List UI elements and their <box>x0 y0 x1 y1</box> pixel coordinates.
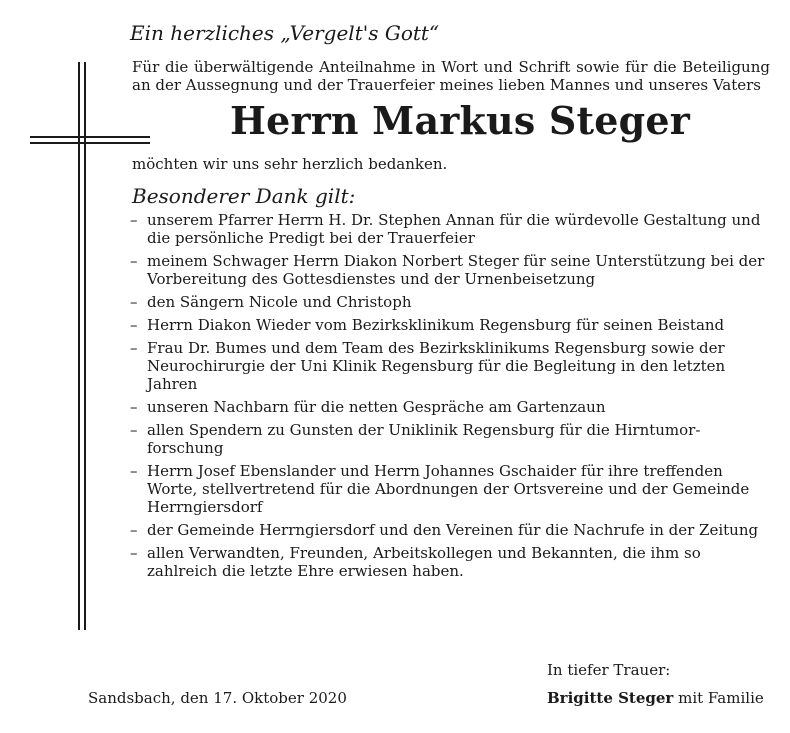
dash: – <box>130 339 138 357</box>
thanks-item <box>130 339 770 393</box>
thanks-item <box>130 316 770 334</box>
thanks-item-text: allen Verwandten, Freunden, Arbeitskollegen und Bekannten, die ihm so zahlreich die letzte Ehre erwiesen haben. <box>147 544 701 580</box>
thanks-item-text: der Gemeinde Herrngiersdorf und den Vereinen für die Nachrufe in der Zeitung <box>147 521 759 539</box>
intro-text: Für die überwältigende Anteilnahme in Wort und Schrift sowie für die Beteiligung an der Aussegnung und der Trauerfeier meines lieben Mannes und unseres Vaters <box>132 58 770 94</box>
signatory-line <box>547 689 764 707</box>
dash: – <box>130 252 138 270</box>
thanks-item <box>130 398 770 416</box>
notice-content <box>130 20 770 585</box>
signature-block <box>547 661 764 707</box>
thanks-item <box>130 421 770 457</box>
thanks-item <box>130 462 770 516</box>
thanks-item <box>130 293 770 311</box>
signatory-name: Brigitte Steger <box>547 689 674 707</box>
dash: – <box>130 316 138 334</box>
thanks-item <box>130 544 770 580</box>
thanks-item-text: allen Spendern zu Gunsten der Uniklinik Regensburg für die Hirntumor-forschung <box>147 421 701 457</box>
signatory-suffix: mit Familie <box>673 689 764 707</box>
thanks-item-text: den Sängern Nicole und Christoph <box>147 293 412 311</box>
thanks-item-text: unseren Nachbarn für die netten Gespräche am Gartenzaun <box>147 398 606 416</box>
deceased-name: Herrn Markus Steger <box>230 98 691 143</box>
dash: – <box>130 462 138 480</box>
dash: – <box>130 521 138 539</box>
thanks-item <box>130 521 770 539</box>
thanks-list <box>130 211 770 580</box>
dash: – <box>130 421 138 439</box>
thanks-item-text: meinem Schwager Herrn Diakon Norbert Steger für seine Unterstützung bei der Vorbereitung des Gottesdienstes und der Urnenbeisetzung <box>147 252 765 288</box>
dash: – <box>130 293 138 311</box>
special-thanks-heading: Besonderer Dank gilt: <box>132 184 356 208</box>
thanks-item-text: Herrn Diakon Wieder vom Bezirksklinikum Regensburg für seinen Beistand <box>147 316 725 334</box>
dash: – <box>130 211 138 229</box>
dash: – <box>130 544 138 562</box>
thanks-item <box>130 211 770 247</box>
notice-heading: Ein herzliches „Vergelt's Gott“ <box>130 21 440 45</box>
thanks-item <box>130 252 770 288</box>
thanks-item-text: Frau Dr. Bumes und dem Team des Bezirksklinikums Regensburg sowie der Neurochirurgie der Uni Klinik Regensburg für die Begleitung in den letzten Jahren <box>147 339 726 393</box>
mourning-label: In tiefer Trauer: <box>547 661 671 679</box>
thanks-item-text: unserem Pfarrer Herrn H. Dr. Stephen Annan für die würdevolle Gestaltung und die persönliche Predigt bei der Trauerfeier <box>147 211 761 247</box>
place-date: Sandsbach, den 17. Oktober 2020 <box>88 689 347 707</box>
thanks-item-text: Herrn Josef Ebenslander und Herrn Johannes Gschaider für ihre treffenden Worte, stellvertretend für die Abordnungen der Ortsvereine und der Gemeinde Herrngiersdorf <box>147 462 750 516</box>
dash: – <box>130 398 138 416</box>
after-name-text: möchten wir uns sehr herzlich bedanken. <box>132 155 448 173</box>
